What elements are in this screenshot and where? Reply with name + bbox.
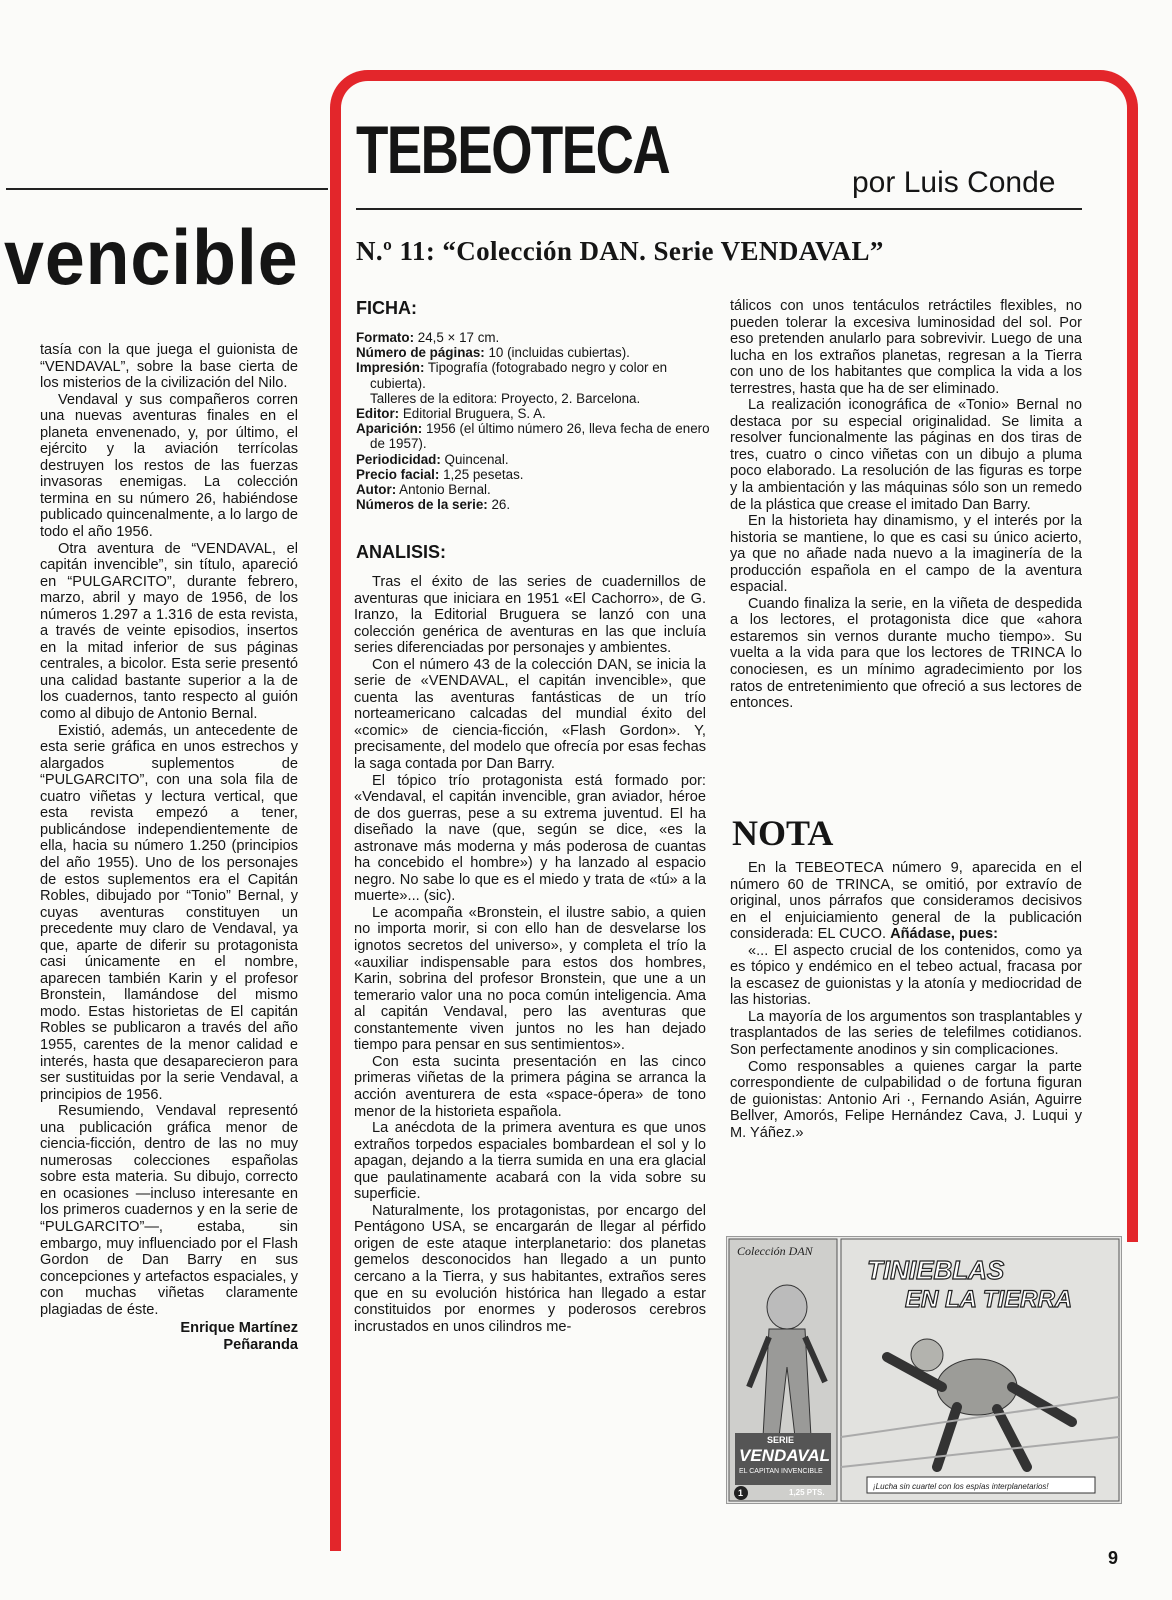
cover-series-name: VENDAVAL <box>739 1446 830 1465</box>
paragraph: Con el número 43 de la colección DAN, se inicia la serie de «VENDAVAL, el capitán invencible», que cuenta las aventuras fantásticas de un trío norteamericano calcadas del mundial éxito del «comic» de ciencia-ficción, «Flash Gordon». Y, precisamente, del modelo que ofrecía por esas fechas la saga contada por Dan Barry. <box>354 656 706 773</box>
paragraph: La mayoría de los argumentos son trasplantables y trasplantados de las series de telefilmes cotidianos. Son perfectamente anodinos y sin complicaciones. <box>730 1008 1082 1059</box>
ficha-row <box>356 330 714 345</box>
cover-collection-label: Colección DAN <box>737 1244 813 1258</box>
paragraph: Con esta sucinta presentación en las cinco primeras viñetas de la primera página se arranca la acción aventurera de esta «space-ópera» de tono menor de la historieta española. <box>354 1053 706 1120</box>
nota-heading: NOTA <box>732 813 834 853</box>
headword: vencible <box>4 213 299 301</box>
cover-subtitle: EL CAPITAN INVENCIBLE <box>739 1468 823 1475</box>
analisis-continued-column <box>730 298 1082 712</box>
left-column-rule <box>6 188 328 190</box>
cover-number: 1 <box>738 1488 744 1498</box>
paragraph: «... El aspecto crucial de los contenidos, como ya es tópico y endémico en el tebeo actual, fracasa por la escasez de guionistas y la atonía y mediocridad de las historias. <box>730 942 1082 1009</box>
paragraph: Naturalmente, los protagonistas, por encargo del Pentágono USA, se encargarán de llegar al pérfido origen de este ataque interplanetario: dos planetas gemelos desconocidos han llegado a un punto cercano a la Tierra, y sus habitantes, extraños seres que en su evolución histórica han llegado a estar constituidos por enormes y poderosos cerebros incrustados en unos cilindros me- <box>354 1202 706 1335</box>
paragraph: tasía con la que juega el guionista de “VENDAVAL”, sobre la base cierta de los misterios de la civilización del Nilo. <box>40 342 298 392</box>
ficha-label: Precio facial: <box>356 466 440 482</box>
ficha-row <box>356 391 714 406</box>
paragraph: tálicos con unos tentáculos retráctiles flexibles, no pueden tolerar la excesiva luminosidad del sol. Por eso pretenden anularlo para sobrevivir. Luego de una lucha en los extraños planetas, regresan a la Tierra con uno de los habitantes que complica la vida a los terrestres, hasta que ha de ser eliminado. <box>730 298 1082 397</box>
ficha-row <box>356 497 714 512</box>
nota-column <box>730 860 1082 1141</box>
ficha-row <box>356 467 714 482</box>
ficha-row <box>356 421 714 451</box>
ficha-value: 10 (incluidas cubiertas). <box>484 345 630 361</box>
signature-line: Enrique Martínez <box>180 1320 298 1337</box>
paragraph: La realización iconográfica de «Tonio» Bernal no destaca por su especial originalidad. Se limita a resolver funcionalmente las páginas en dos tiras de tres, cuatro o cinco viñetas con un dibujo a pluma poco elaborado. La resolución de las figuras es torpe y la ambientación y las máquinas sólo son un remedo de la plástica que crease el imitado Dan Barry. <box>730 397 1082 513</box>
paragraph <box>730 860 1082 943</box>
paragraph: Existió, además, un antecedente de esta serie gráfica en unos estrechos y alargados suplementos de “PULGARCITO”, con una sola fila de cuatro viñetas y lectura vertical, que esta revista empezó a tener, publicándose independientemente de ella, hacia su número 1.250 (principios del año 1955). Uno de los personajes de estos suplementos era el Capitán Robles, dibujado por “Tonio” Bernal, y cuyas aventuras constituyen un precedente muy claro de Vendaval, ya que, aparte de diferir su protagonista casi únicamente en el nombre, aparecen también Karin y el profesor Bronstein, llamándose del mismo modo. Estas historietas de El capitán Robles se publicaron a través del año 1955, carentes de la menor calidad e interés, hasta que desaparecieron para ser sustituidas por la serie Vendaval, a principios de 1956. <box>40 722 298 1103</box>
cover-price: 1,25 PTS. <box>789 1488 825 1497</box>
ficha-label: Números de la serie: <box>356 497 488 513</box>
ficha-value: Tipografía (fotograbado negro y color en cubierta). <box>370 360 668 391</box>
comic-cover-drawing <box>727 1237 1121 1503</box>
ficha-label: Formato: <box>356 330 415 345</box>
paragraph: Resumiendo, Vendaval representó una publicación gráfica menor de ciencia-ficción, dentro de las no muy numerosas colecciones españolas sobre esta materia. Su dibujo, correcto en ocasiones —incluso interesante en los primeros cuadernos y en la serie de “PULGARCITO”—, estaba, sin embargo, muy influenciado por el Flash Gordon de Dan Barry en sus concepciones y artefactos espaciales, y con muchas viñetas claramente plagiadas de éste. <box>40 1103 298 1318</box>
analisis-heading: ANALISIS: <box>356 542 446 562</box>
ficha-label: Aparición: <box>356 421 423 437</box>
page-number: 9 <box>1108 1548 1119 1568</box>
ficha-value: 24,5 × 17 cm. <box>414 330 500 345</box>
ficha-row <box>356 452 714 467</box>
ficha-label: Periodicidad: <box>356 451 441 467</box>
ficha-value: Talleres de la editora: Proyecto, 2. Barcelona. <box>370 390 641 406</box>
ficha-heading: FICHA: <box>356 298 417 318</box>
analisis-column <box>354 574 706 1335</box>
ficha-list <box>356 330 714 512</box>
header-rule <box>356 208 1082 210</box>
paragraph: El tópico trío protagonista está formado por: «Vendaval, el capitán invencible, gran aviador, héroe de dos guerras, pese a su extrema juventud. El ha diseñado la nave (que, según se dice, «es la astronave más moderna y más poderosa de cuantas ha concebido el hombre») y ha lanzado al espacio negro. No sabe lo que es el miedo y trata de «tú» a la muerte»... (sic). <box>354 772 706 905</box>
paragraph: Otra aventura de “VENDAVAL, el capitán invencible”, sin título, apareció en “PULGARCITO”, durante febrero, marzo, abril y mayo de 1956, de los números 1.297 a 1.316 de esta revista, a través de veinte episodios, insertos en la mitad inferior de sus páginas centrales, a bicolor. Esta serie presentó una calidad bastante superior a la de los cuadernos, tanto respecto al guión como al dibujo de Antonio Bernal. <box>40 540 298 723</box>
ficha-row <box>356 482 714 497</box>
ficha-row <box>356 345 714 360</box>
left-article-column <box>40 342 298 1353</box>
ficha-value: Editorial Bruguera, S. A. <box>399 406 546 422</box>
cover-title-line2: EN LA TIERRA <box>905 1286 1073 1313</box>
cover-caption: ¡Lucha sin cuartel con los espías interplanetarios! <box>873 1482 1049 1491</box>
ficha-value: Quincenal. <box>440 451 509 467</box>
paragraph: Le acompaña «Bronstein, el ilustre sabio, a quien no importa morir, si con ello han de desvelarse los ignotos secretos del universo», y completa el trío la «auxiliar indispensable para estos dos hombres, Karin, sobrina del profesor Bronstein, que une a un temerario valor una no poca común inteligencia. Ama al capitán Vendaval, pero las aventuras que constantemente viven juntos no les han dejado tiempo para pensar en sus sentimientos». <box>354 904 706 1054</box>
byline: por Luis Conde <box>852 166 1056 199</box>
ficha-label: Editor: <box>356 406 400 422</box>
paragraph: La anécdota de la primera aventura es que unos extraños torpedos espaciales bombardean el sol y lo apagan, dejando a la tierra sumida en una era glacial que paulatinamente acabará con la vida sobre su superficie. <box>354 1120 706 1203</box>
ficha-row <box>356 406 714 421</box>
comic-cover-image <box>726 1236 1122 1504</box>
signature-line: Peñaranda <box>223 1336 298 1353</box>
ficha-value: 1956 (el último número 26, lleva fecha de enero de 1957). <box>370 421 710 452</box>
paragraph: En la historieta hay dinamismo, y el interés por la historia se mantiene, lo que es casi su único acierto, ya que no añade nada nuevo a la imaginería de la producción española en el campo de la aventura espacial. <box>730 513 1082 596</box>
ficha-value: Antonio Bernal. <box>396 482 491 498</box>
issue-title: N.º 11: “Colección DAN. Serie VENDAVAL” <box>356 236 884 266</box>
ficha-label: Número de páginas: <box>356 345 485 361</box>
ficha-row <box>356 360 714 390</box>
paragraph: Vendaval y sus compañeros corren una nuevas aventuras finales en el planeta envenenado, y, por último, el ejército y la aviación terrícolas destruyen los restos de las fuerzas invasoras enemigas. La colección termina en su número 26, habiéndose publicado quincenalmente, a lo largo de todo el año 1956. <box>40 391 299 541</box>
paragraph: Tras el éxito de las series de cuadernillos de aventuras que iniciara en 1951 «El Cachorro», de G. Iranzo, la Editorial Bruguera se lanzó con una colección genérica de aventuras en las que incluía series diferenciadas por personajes y ambientes. <box>354 574 706 657</box>
cover-series-label: SERIE <box>767 1435 795 1445</box>
paragraph: Cuando finaliza la serie, en la viñeta de despedida a los lectores, el protagonista dice que «ahora estaremos sin vernos durante mucho tiempo». Su vuelta a la vida para que los lectores de TRINCA lo conociesen, es un mínimo agradecimiento por los ratos de entretenimiento que ofreció a sus lectores de entonces. <box>730 595 1082 712</box>
nota-bold: Añádase, pues: <box>890 926 998 943</box>
nota-text: En la TEBEOTECA número 9, aparecida en el número 60 de TRINCA, se omitió, por extravío de original, unos párrafos que consideramos decisivos en el enjuiciamiento general de la publicación considerada: EL CUCO. <box>730 860 1082 943</box>
cover-title-line1: TINIEBLAS <box>867 1255 1005 1285</box>
ficha-label: Impresión: <box>356 360 425 376</box>
paragraph: Como responsables a quienes cargar la parte correspondiente de culpabilidad o de fortuna figuran de guionistas: Antonio Ari ·, Fernando Asián, Aguirre Bellver, Amorós, Felipe Hernández Cava, J. Luqui y M. Yáñez.» <box>730 1058 1082 1141</box>
author-signature <box>40 1320 298 1353</box>
section-title: TEBEOTECA <box>356 112 670 188</box>
ficha-label: Autor: <box>356 482 397 498</box>
ficha-value: 26. <box>487 497 511 513</box>
ficha-value: 1,25 pesetas. <box>439 466 524 482</box>
